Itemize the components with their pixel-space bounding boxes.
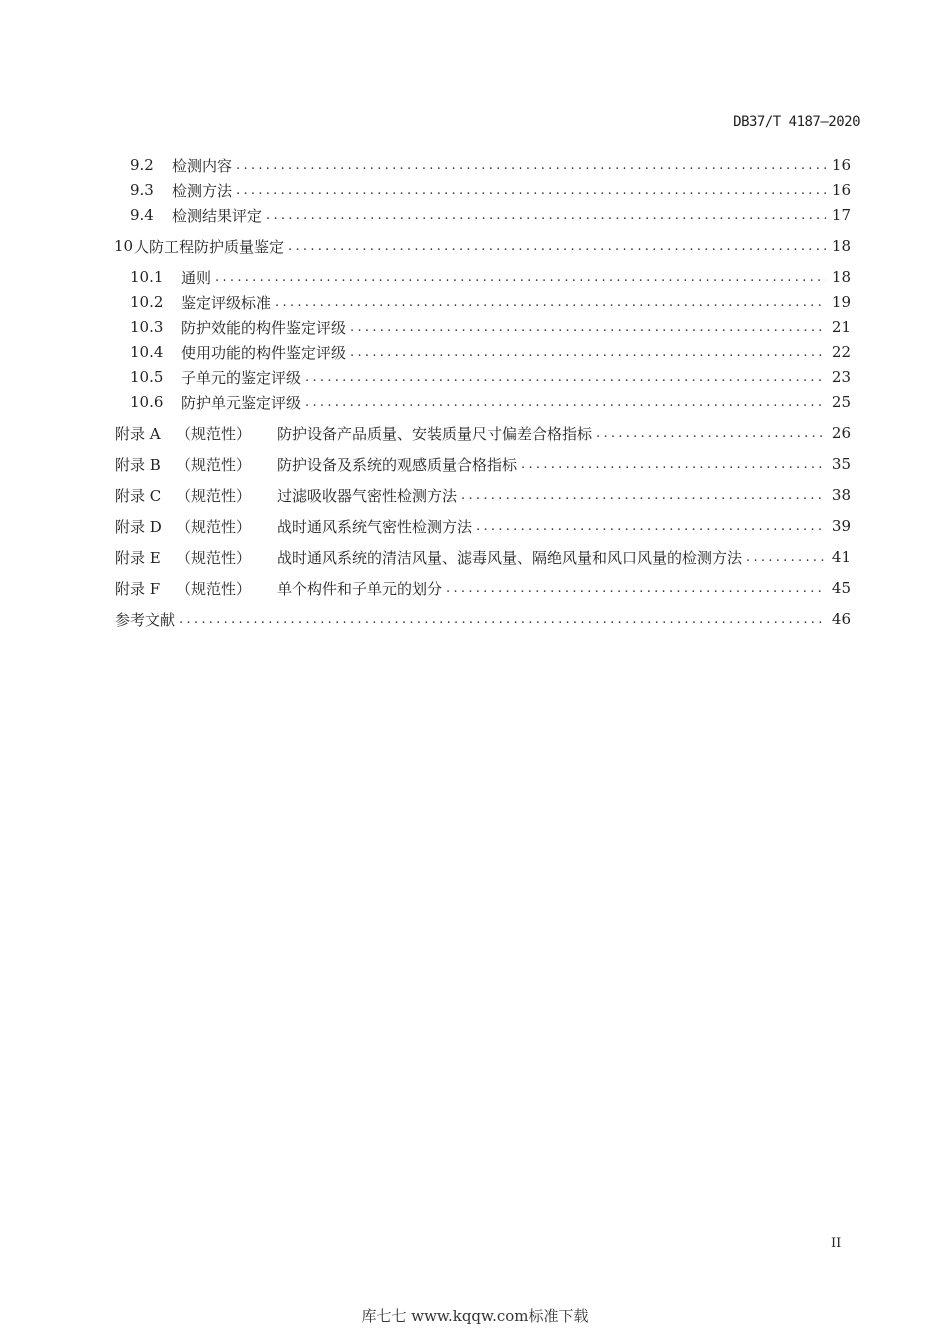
toc-entry-page: 23 — [831, 368, 851, 386]
dot-leader — [305, 370, 826, 385]
toc-entry-title: 检测内容 — [172, 156, 233, 175]
dot-leader — [350, 345, 826, 360]
toc-entry-title: 防护单元鉴定评级 — [181, 393, 302, 412]
toc-entry-normative: （规范性） — [176, 579, 252, 598]
toc-entry[interactable] — [0, 316, 851, 338]
dot-leader — [236, 158, 826, 173]
toc-entry[interactable] — [0, 484, 851, 506]
toc-entry-number: 附录 D — [115, 517, 162, 536]
toc-entry-page: 16 — [831, 181, 851, 199]
toc-entry[interactable] — [0, 453, 851, 475]
dot-leader — [446, 581, 826, 596]
toc-entry-title: 人防工程防护质量鉴定 — [134, 237, 285, 256]
toc-entry-number: 9.3 — [130, 181, 154, 199]
toc-entry-title: 通则 — [181, 268, 212, 287]
toc-entry-page: 18 — [831, 268, 851, 286]
toc-entry-number: 10.5 — [130, 368, 164, 386]
dot-leader — [596, 426, 826, 441]
toc-entry[interactable] — [0, 179, 851, 201]
toc-entry-number: 附录 E — [115, 548, 161, 567]
toc-entry-page: 18 — [831, 237, 851, 255]
toc-entry[interactable] — [0, 391, 851, 413]
page-number: II — [831, 1236, 842, 1251]
toc-entry-title: 防护设备产品质量、安装质量尺寸偏差合格指标 — [277, 424, 593, 443]
toc-entry-page: 35 — [831, 455, 851, 473]
toc-entry-page: 45 — [831, 579, 851, 597]
toc-entry-title: 单个构件和子单元的划分 — [277, 579, 443, 598]
toc-entry-normative: （规范性） — [176, 486, 252, 505]
dot-leader — [461, 488, 826, 503]
toc-entry[interactable] — [0, 366, 851, 388]
dot-leader — [746, 550, 826, 565]
toc-entry-title: 鉴定评级标准 — [181, 293, 272, 312]
toc-entry[interactable] — [0, 235, 851, 257]
toc-entry-number: 附录 A — [115, 424, 161, 443]
toc-entry-page: 25 — [831, 393, 851, 411]
toc-entry-title: 防护效能的构件鉴定评级 — [181, 318, 347, 337]
toc-entry-title: 战时通风系统的清洁风量、滤毒风量、隔绝风量和风口风量的检测方法 — [277, 548, 743, 567]
dot-leader — [179, 612, 826, 627]
toc-entry-page: 46 — [831, 610, 851, 628]
toc-entry[interactable] — [0, 577, 851, 599]
toc-entry-page: 19 — [831, 293, 851, 311]
toc-entry-title: 子单元的鉴定评级 — [181, 368, 302, 387]
dot-leader — [521, 457, 826, 472]
toc-entry-number: 附录 B — [115, 455, 161, 474]
toc-entry-page: 21 — [831, 318, 851, 336]
dot-leader — [266, 208, 826, 223]
toc-entry-normative: （规范性） — [176, 517, 252, 536]
toc-entry-title: 检测方法 — [172, 181, 233, 200]
toc-entry-number: 10.2 — [130, 293, 164, 311]
toc-entry-normative: （规范性） — [176, 548, 252, 567]
toc-entry[interactable] — [0, 546, 851, 568]
dot-leader — [288, 239, 826, 254]
dot-leader — [305, 395, 826, 410]
toc-entry-normative: （规范性） — [176, 455, 252, 474]
toc-entry-title: 防护设备及系统的观感质量合格指标 — [277, 455, 518, 474]
document-code: DB37/T 4187—2020 — [733, 114, 860, 130]
dot-leader — [236, 183, 826, 198]
toc-entry[interactable] — [0, 154, 851, 176]
toc-entry-title: 战时通风系统气密性检测方法 — [277, 517, 473, 536]
toc-entry-number: 10 — [114, 237, 134, 255]
toc-entry[interactable] — [0, 204, 851, 226]
toc-entry-page: 39 — [831, 517, 851, 535]
toc-entry-number: 9.4 — [130, 206, 154, 224]
toc-entry-page: 38 — [831, 486, 851, 504]
toc-entry[interactable] — [0, 291, 851, 313]
dot-leader — [476, 519, 826, 534]
toc-entry-page: 41 — [831, 548, 851, 566]
toc-entry-page: 26 — [831, 424, 851, 442]
toc-entry-number: 附录 C — [115, 486, 162, 505]
toc-entry-normative: （规范性） — [176, 424, 252, 443]
toc-entry-title: 参考文献 — [115, 610, 176, 629]
toc-entry-number: 10.6 — [130, 393, 164, 411]
toc-entry-number: 10.1 — [130, 268, 164, 286]
toc-entry-page: 22 — [831, 343, 851, 361]
toc-entry-title: 使用功能的构件鉴定评级 — [181, 343, 347, 362]
toc-entry-number: 10.4 — [130, 343, 164, 361]
toc-entry[interactable] — [0, 266, 851, 288]
toc-entry[interactable] — [0, 608, 851, 630]
toc-entry-page: 17 — [831, 206, 851, 224]
watermark: 库七七 www.kqqw.com标准下载 — [361, 1307, 589, 1325]
toc-entry-number: 9.2 — [130, 156, 154, 174]
dot-leader — [350, 320, 826, 335]
toc-entry-number: 10.3 — [130, 318, 164, 336]
toc-entry-title: 过滤吸收器气密性检测方法 — [277, 486, 458, 505]
toc-entry-page: 16 — [831, 156, 851, 174]
toc-entry-title: 检测结果评定 — [172, 206, 263, 225]
toc-entry[interactable] — [0, 422, 851, 444]
toc-entry[interactable] — [0, 341, 851, 363]
toc-entry-number: 附录 F — [115, 579, 161, 598]
toc-entry[interactable] — [0, 515, 851, 537]
dot-leader — [275, 295, 826, 310]
dot-leader — [215, 270, 826, 285]
